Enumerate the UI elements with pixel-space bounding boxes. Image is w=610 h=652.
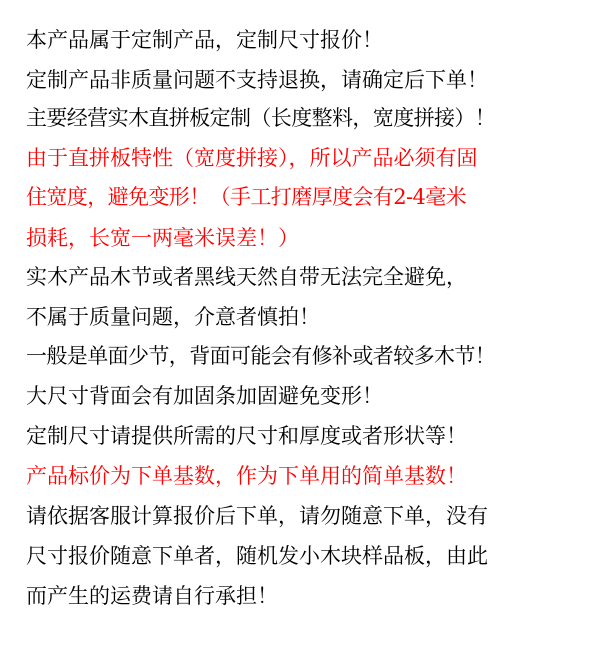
notice-line-no-returns: 定制产品非质量问题不支持退换，请确定后下单！ <box>26 68 488 92</box>
notice-line-reinforcement-strip: 大尺寸背面会有加固条加固避免变形！ <box>26 384 383 408</box>
notice-line-dimension-error: 损耗，长宽一两毫米误差！） <box>26 226 299 250</box>
notice-line-price-base: 产品标价为下单基数，作为下单用的简单基数！ <box>26 464 467 488</box>
notice-line-provide-dimensions: 定制尺寸请提供所需的尺寸和厚度或者形状等！ <box>26 424 467 448</box>
notice-line-random-sample: 尺寸报价随意下单者，随机发小木块样品板，由此 <box>26 544 488 568</box>
notice-line-consult-service: 请依据客服计算报价后下单，请勿随意下单，没有 <box>26 504 488 528</box>
notice-line-thickness-loss: 住宽度，避免变形！（手工打磨厚度会有2-4毫米 <box>26 185 467 209</box>
notice-line-wood-knots: 实木产品木节或者黑线天然自带无法完全避免， <box>26 265 467 289</box>
notice-line-main-business: 主要经营实木直拼板定制（长度整料，宽度拼接）！ <box>26 106 496 130</box>
notice-line-width-fixed: 由于直拼板特性（宽度拼接），所以产品必须有固 <box>26 146 478 170</box>
notice-line-custom-product: 本产品属于定制产品，定制尺寸报价！ <box>26 28 383 52</box>
notice-line-not-quality-issue: 不属于质量问题，介意者慎拍！ <box>26 305 320 329</box>
notice-line-shipping-cost: 而产生的运费请自行承担！ <box>26 584 278 608</box>
notice-line-single-side-knots: 一般是单面少节，背面可能会有修补或者较多木节！ <box>26 344 496 368</box>
